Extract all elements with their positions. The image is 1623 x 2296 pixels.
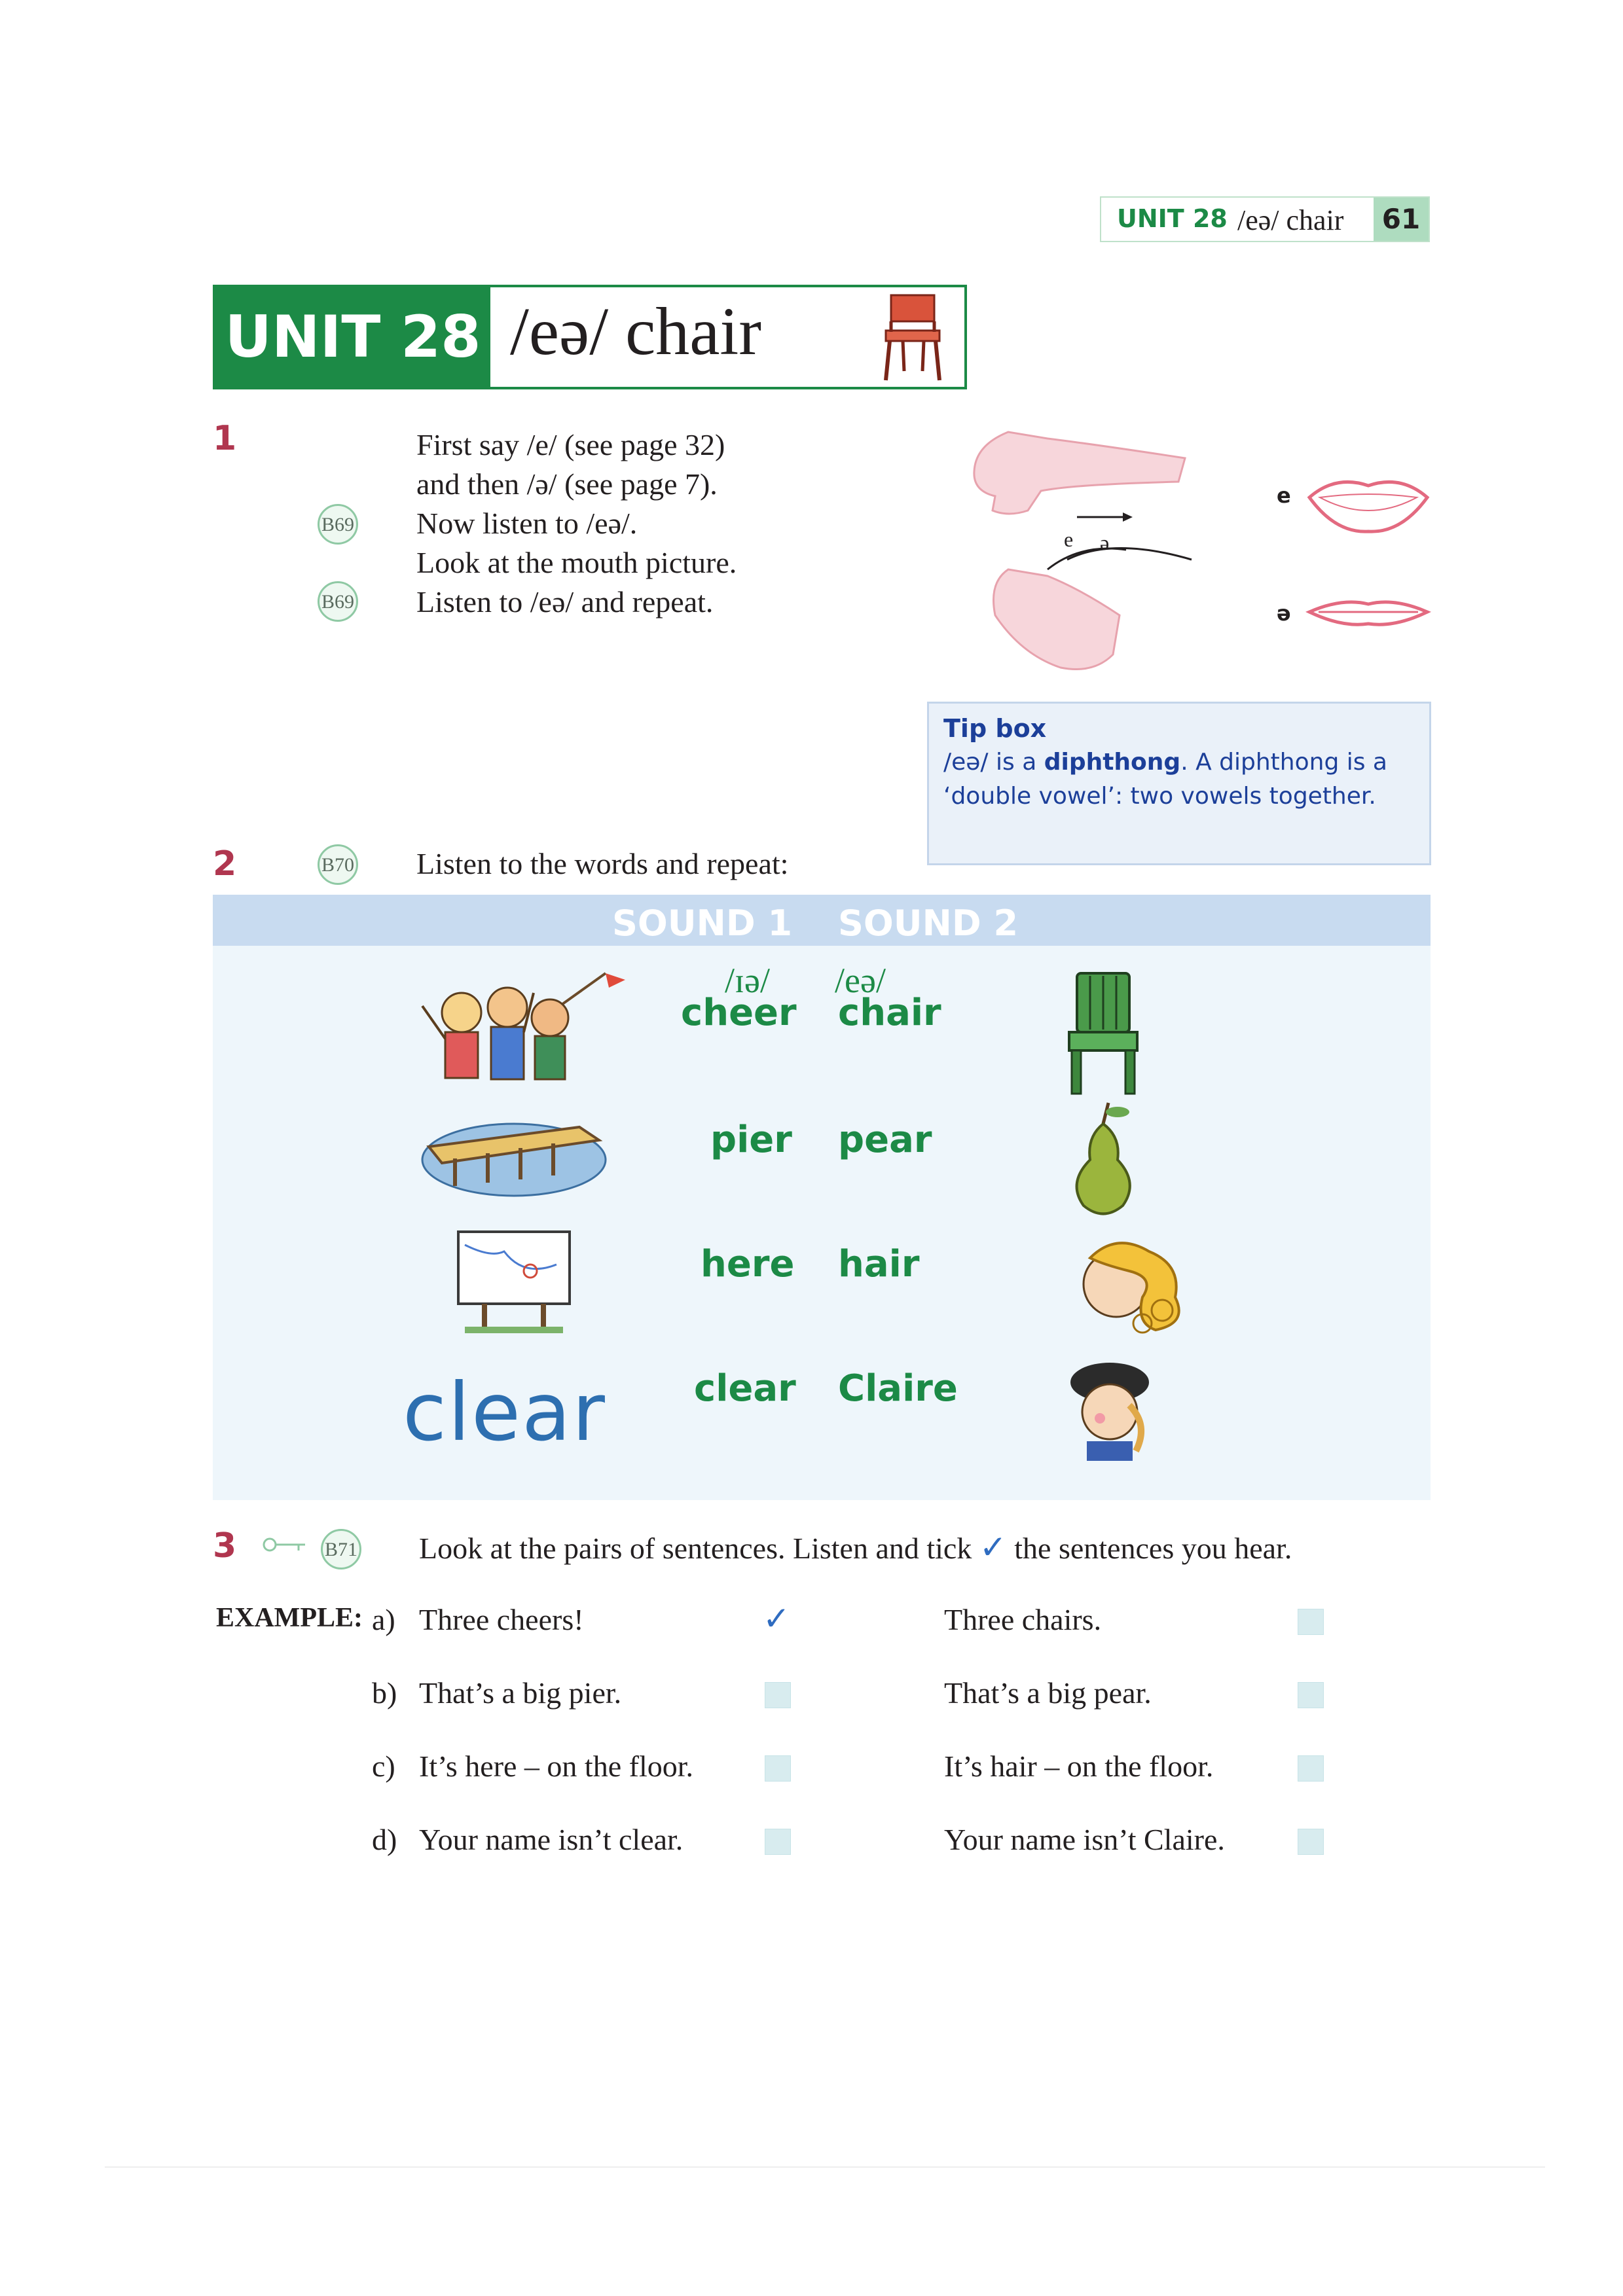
key-icon bbox=[262, 1535, 308, 1554]
instruction-line: Now listen to /eə/. bbox=[416, 507, 638, 540]
unit-label: UNIT 28 bbox=[215, 287, 490, 387]
running-header-unit: UNIT 28 bbox=[1117, 204, 1228, 233]
instruction-line: Listen to /eə/ and repeat. bbox=[416, 585, 714, 619]
page-number: 61 bbox=[1374, 198, 1429, 241]
audio-track-label: B69 bbox=[321, 514, 354, 535]
sentence-left: That’s a big pier. bbox=[419, 1676, 622, 1710]
tip-keyword: diphthong bbox=[1044, 749, 1181, 776]
sentence-right: It’s hair – on the floor. bbox=[944, 1749, 1214, 1783]
audio-track-label: B71 bbox=[324, 1539, 357, 1560]
sentence-right: Three chairs. bbox=[944, 1603, 1102, 1636]
table-header bbox=[213, 895, 1431, 946]
sound-comparison-table bbox=[213, 895, 1431, 1500]
sentence-right: Your name isn’t Claire. bbox=[944, 1823, 1225, 1856]
audio-track-icon[interactable] bbox=[318, 581, 358, 622]
section-2-number: 2 bbox=[213, 844, 237, 884]
sound-1-ipa: /ɪə/ bbox=[725, 961, 770, 1000]
section-3-number: 3 bbox=[213, 1526, 237, 1566]
tip-box-title: Tip box bbox=[943, 714, 1047, 743]
map-sign-illustration bbox=[452, 1225, 583, 1336]
sound-1-header: SOUND 1 bbox=[612, 903, 793, 944]
claire-portrait-illustration bbox=[1064, 1353, 1156, 1464]
clear-word-illustration: clear bbox=[403, 1366, 606, 1459]
sentence-left: Your name isn’t clear. bbox=[419, 1823, 684, 1856]
sound-2-ipa: /eə/ bbox=[835, 961, 886, 1000]
tick-icon: ✓ bbox=[979, 1528, 1007, 1566]
tip-text-part: /eə/ is a bbox=[943, 749, 1044, 776]
tick-box[interactable] bbox=[1298, 1609, 1324, 1635]
lips-schwa-label: ə bbox=[1277, 601, 1291, 626]
word-sound-1: clear bbox=[694, 1367, 796, 1410]
page-bottom-rule bbox=[105, 2166, 1545, 2168]
instruction-line: First say /e/ (see page 32) bbox=[416, 428, 725, 461]
lips-relaxed-diagram bbox=[1303, 592, 1434, 632]
unit-banner bbox=[213, 285, 967, 389]
instruction-text: the sentences you hear. bbox=[1014, 1532, 1292, 1565]
tick-box[interactable] bbox=[765, 1755, 791, 1782]
cheering-children-illustration bbox=[409, 967, 632, 1098]
audio-track-label: B70 bbox=[321, 854, 354, 876]
tick-box[interactable] bbox=[1298, 1682, 1324, 1708]
section-1-number: 1 bbox=[213, 419, 237, 458]
word-sound-1: pier bbox=[710, 1119, 792, 1161]
pear-illustration bbox=[1057, 1098, 1149, 1222]
mouth-schwa-symbol: ə bbox=[1100, 531, 1110, 554]
audio-track-icon[interactable] bbox=[321, 1529, 361, 1570]
section-2-instruction: Listen to the words and repeat: bbox=[416, 847, 789, 880]
mouth-e-symbol: e bbox=[1064, 528, 1074, 551]
example-label: EXAMPLE: bbox=[216, 1603, 363, 1633]
row-letter: d) bbox=[372, 1823, 397, 1856]
audio-track-icon[interactable] bbox=[318, 844, 358, 885]
section-1-instructions bbox=[416, 425, 737, 622]
unit-title: /eə/ chair bbox=[510, 294, 761, 369]
chair-illustration bbox=[1057, 967, 1149, 1098]
instruction-text: Look at the pairs of sentences. Listen and tick bbox=[419, 1532, 972, 1565]
chair-icon bbox=[877, 293, 949, 384]
sentence-left: It’s here – on the floor. bbox=[419, 1749, 694, 1783]
lips-open-diagram bbox=[1303, 471, 1434, 537]
running-header-sound: /eə/ chair bbox=[1237, 204, 1344, 236]
tip-text-line: ‘double vowel’: two vowels together. bbox=[943, 783, 1376, 810]
row-letter: a) bbox=[372, 1603, 395, 1636]
row-letter: c) bbox=[372, 1749, 395, 1783]
tick-box[interactable] bbox=[765, 1682, 791, 1708]
answer-tick: ✓ bbox=[763, 1600, 790, 1638]
lips-e-label: e bbox=[1277, 483, 1291, 508]
word-sound-2: Claire bbox=[838, 1367, 958, 1410]
sentence-left: Three cheers! bbox=[419, 1603, 584, 1636]
word-sound-2: hair bbox=[838, 1243, 920, 1285]
row-letter: b) bbox=[372, 1676, 397, 1710]
pier-illustration bbox=[416, 1107, 612, 1206]
section-3-instruction bbox=[419, 1528, 1292, 1566]
sentence-right: That’s a big pear. bbox=[944, 1676, 1152, 1710]
instruction-line: Look at the mouth picture. bbox=[416, 546, 737, 579]
sound-2-header: SOUND 2 bbox=[838, 903, 1019, 944]
audio-track-icon[interactable] bbox=[318, 504, 358, 545]
word-sound-2: pear bbox=[838, 1119, 932, 1161]
tip-box bbox=[927, 702, 1431, 865]
tick-box[interactable] bbox=[765, 1829, 791, 1855]
tip-text-part: . A diphthong is a bbox=[1180, 749, 1387, 776]
word-sound-1: cheer bbox=[681, 992, 797, 1034]
tip-box-text bbox=[943, 745, 1415, 814]
audio-track-label: B69 bbox=[321, 591, 354, 613]
instruction-line: and then /ə/ (see page 7). bbox=[416, 467, 718, 501]
word-sound-2: chair bbox=[838, 992, 941, 1034]
tick-box[interactable] bbox=[1298, 1755, 1324, 1782]
mouth-profile-diagram bbox=[969, 419, 1231, 681]
running-header bbox=[1100, 196, 1430, 242]
tick-box[interactable] bbox=[1298, 1829, 1324, 1855]
hair-illustration bbox=[1064, 1225, 1195, 1343]
word-sound-1: here bbox=[701, 1243, 795, 1285]
